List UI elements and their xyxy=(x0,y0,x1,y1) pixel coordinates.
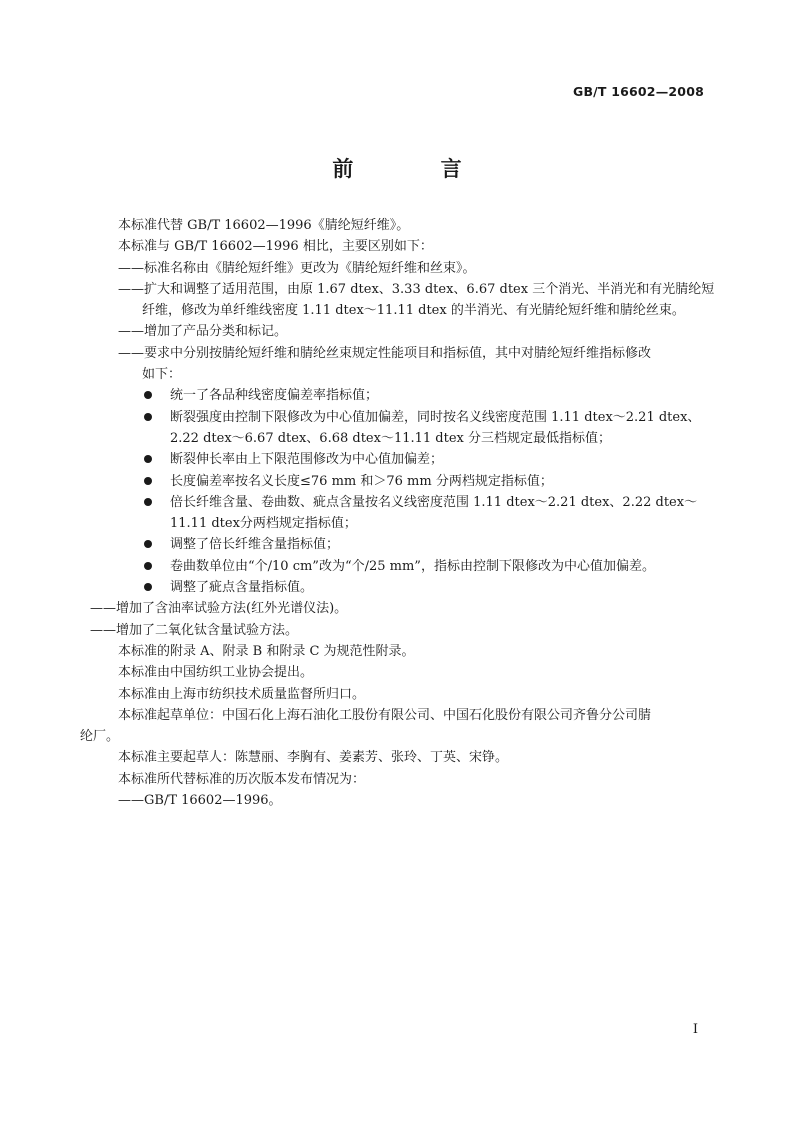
bullet-dot-icon xyxy=(144,477,152,485)
bullet-dot-icon xyxy=(144,583,152,591)
bullet-text: 长度偏差率按名义长度≤76 mm 和＞76 mm 分两档规定指标值； xyxy=(170,473,553,489)
bullet-item xyxy=(90,407,704,428)
bullet-item xyxy=(90,492,704,513)
foreword-body xyxy=(80,215,715,811)
bullet-dot-icon xyxy=(144,562,152,570)
dash-item-scope-line1: ——扩大和调整了适用范围，由原 1.67 dtex、3.33 dtex、6.67 dtex 三个消光、半消光和有光腈纶短 xyxy=(118,281,715,297)
standard-code: GB/T 16602—2008 xyxy=(572,84,704,99)
paragraph-history-intro: 本标准所代替标准的历次版本发布情况为： xyxy=(118,771,366,787)
bullet-item xyxy=(90,385,704,406)
bullet-text: 断裂伸长率由上下限范围修改为中心值加偏差； xyxy=(170,452,444,468)
dash-item-name-change: ——标准名称由《腈纶短纤维》更改为《腈纶短纤维和丝束》。 xyxy=(118,260,476,276)
bullet-text: 断裂强度由控制下限修改为中心值加偏差，同时按名义线密度范围 1.11 dtex～2.21 dtex、 xyxy=(170,409,701,425)
paragraph-managed-by: 本标准由上海市纺织技术质量监督所归口。 xyxy=(118,686,366,702)
bullet-dot-icon xyxy=(144,413,152,421)
dash-item-scope-line2: 纤维，修改为单纤维线密度 1.11 dtex～11.11 dtex 的半消光、有光腈纶短纤维和腈纶丝束。 xyxy=(142,303,685,319)
paragraph-drafting-units-line2: 纶厂。 xyxy=(80,729,120,745)
page-title: 前 言 xyxy=(332,157,502,181)
bullet-text: 统一了各品种线密度偏差率指标值； xyxy=(170,388,379,404)
dash-item-titanium-test: ——增加了二氧化钛含量试验方法。 xyxy=(90,622,299,638)
bullet-item xyxy=(90,471,704,492)
bullet-text: 卷曲数单位由“个/10 cm”改为“个/25 mm”，指标由控制下限修改为中心值加偏差。 xyxy=(170,558,655,574)
dash-item-requirements-line1: ——要求中分别按腈纶短纤维和腈纶丝束规定性能项目和指标值，其中对腈纶短纤维指标修改 xyxy=(118,345,652,361)
bullet-text: 调整了倍长纤维含量指标值； xyxy=(170,537,340,553)
paragraph-differences-intro: 本标准与 GB/T 16602—1996 相比，主要区别如下： xyxy=(118,239,433,255)
dash-item-requirements-line2: 如下： xyxy=(142,367,182,383)
bullet-text: 调整了疵点含量指标值。 xyxy=(170,580,314,596)
paragraph-annexes: 本标准的附录 A、附录 B 和附录 C 为规范性附录。 xyxy=(118,643,415,659)
paragraph-proposed-by: 本标准由中国纺织工业协会提出。 xyxy=(118,665,314,681)
bullet-text: 倍长纤维含量、卷曲数、疵点含量按名义线密度范围 1.11 dtex～2.21 dtex、2.22 dtex～ xyxy=(170,494,698,510)
paragraph-drafters: 本标准主要起草人：陈慧丽、李胸有、姜素芳、张玲、丁英、宋铮。 xyxy=(118,750,509,766)
page-number: I xyxy=(692,1022,698,1037)
paragraph-replaces: 本标准代替 GB/T 16602—1996《腈纶短纤维》。 xyxy=(118,218,410,233)
bullet-dot-icon xyxy=(144,498,152,506)
dash-item-history: ——GB/T 16602—1996。 xyxy=(118,793,282,809)
paragraph-drafting-units-line1: 本标准起草单位：中国石化上海石油化工股份有限公司、中国石化股份有限公司齐鲁分公司腈 xyxy=(118,707,652,723)
bullet-item xyxy=(90,449,704,470)
bullet-item xyxy=(90,534,704,555)
dash-item-oil-test: ——增加了含油率试验方法(红外光谱仪法)。 xyxy=(90,601,348,617)
bullet-item-continuation: 2.22 dtex～6.67 dtex、6.68 dtex～11.11 dtex 分三档规定最低指标值； xyxy=(170,430,611,446)
bullet-item xyxy=(90,577,704,598)
bullet-item xyxy=(90,556,704,577)
bullet-item-continuation: 11.11 dtex分两档规定指标值； xyxy=(170,516,357,532)
dash-item-classification: ——增加了产品分类和标记。 xyxy=(118,324,288,340)
